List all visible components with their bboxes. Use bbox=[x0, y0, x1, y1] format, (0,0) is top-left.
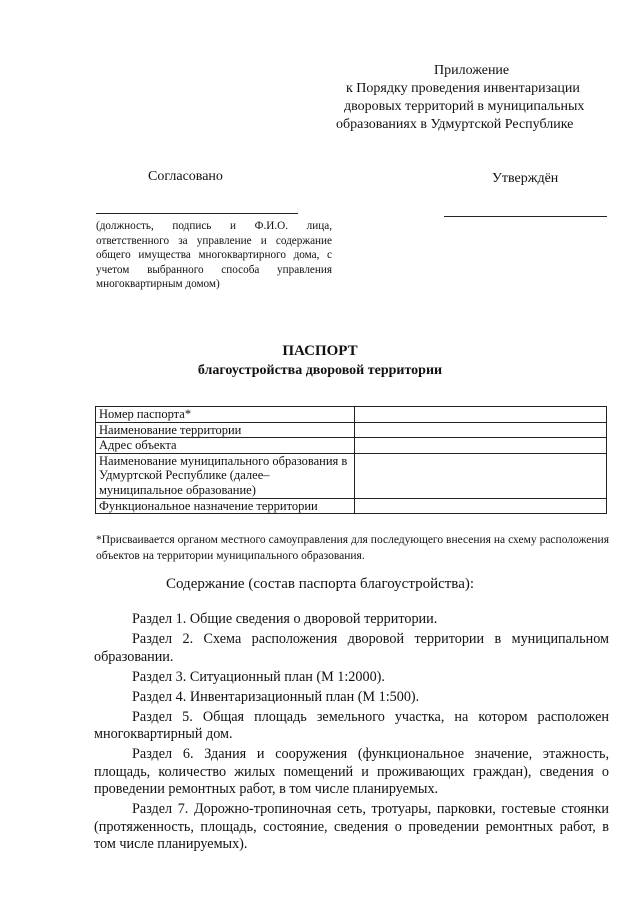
appendix-line-2: к Порядку проведения инвентаризации bbox=[346, 81, 580, 96]
contents-section-1: Раздел 1. Общие сведения о дворовой территории. bbox=[132, 611, 438, 627]
appendix-header bbox=[336, 62, 608, 134]
table-row bbox=[96, 407, 607, 423]
contents-section-5: Раздел 5. Общая площадь земельного участка, на котором расположен многоквартирный дом. bbox=[94, 708, 609, 742]
footnote: *Присваивается органом местного самоуправления для последующего внесения на схему расположения объектов на территории муниципального образования. bbox=[96, 534, 609, 562]
table-row-label: Номер паспорта* bbox=[96, 407, 355, 423]
contents-section-2: Раздел 2. Схема расположения дворовой территории в муниципальном образовании. bbox=[94, 631, 609, 665]
table-row-label: Наименование муниципального образования в Удмуртской Республике (далее– муниципальное образование) bbox=[96, 453, 355, 498]
signature-note: (должность, подпись и Ф.И.О. лица, ответственного за управление и содержание общего имущества многоквартирного дома, с учетом выбранного способа управления многоквартирным домом) bbox=[96, 220, 332, 291]
table-row bbox=[96, 438, 607, 454]
table-row-label: Наименование территории bbox=[96, 422, 355, 438]
appendix-title: Приложение bbox=[434, 63, 510, 78]
table-row bbox=[96, 453, 607, 498]
appendix-line-4: образованиях в Удмуртской Республике bbox=[336, 117, 574, 132]
contents-section-7: Раздел 7. Дорожно-тропиночная сеть, тротуары, парковки, гостевые стоянки (протяженность, площадь, состояние, сведения о проведении ремонтных работ, в том числе планируемых). bbox=[94, 801, 609, 852]
table-row-value bbox=[355, 498, 607, 514]
approved-label: Утверждён bbox=[492, 171, 559, 186]
passport-table bbox=[95, 406, 607, 514]
table-row bbox=[96, 422, 607, 438]
passport-title: ПАСПОРТ bbox=[282, 343, 358, 359]
contents-section-3: Раздел 3. Ситуационный план (М 1:2000). bbox=[132, 668, 385, 685]
table-row-value bbox=[355, 438, 607, 454]
agreed-label: Согласовано bbox=[148, 169, 223, 184]
table-row-value bbox=[355, 407, 607, 423]
passport-subtitle: благоустройства дворовой территории bbox=[197, 363, 443, 378]
contents-list bbox=[94, 611, 609, 856]
table-row bbox=[96, 498, 607, 514]
table-row-label: Адрес объекта bbox=[96, 438, 355, 454]
table-row-value bbox=[355, 453, 607, 498]
agreed-signature-line bbox=[96, 213, 298, 214]
table-row-value bbox=[355, 422, 607, 438]
appendix-line-3: дворовых территорий в муниципальных bbox=[344, 99, 585, 114]
contents-title: Содержание (состав паспорта благоустройства): bbox=[165, 576, 475, 592]
contents-section-6: Раздел 6. Здания и сооружения (функциональное значение, этажность, площадь, количество жилых помещений и проживающих граждан), сведения о проведении ремонтных работ, в том числе планируемых. bbox=[94, 746, 609, 797]
approved-signature-line bbox=[444, 216, 607, 217]
contents-section-4: Раздел 4. Инвентаризационный план (М 1:500). bbox=[132, 688, 420, 705]
table-row-label: Функциональное назначение территории bbox=[96, 498, 355, 514]
